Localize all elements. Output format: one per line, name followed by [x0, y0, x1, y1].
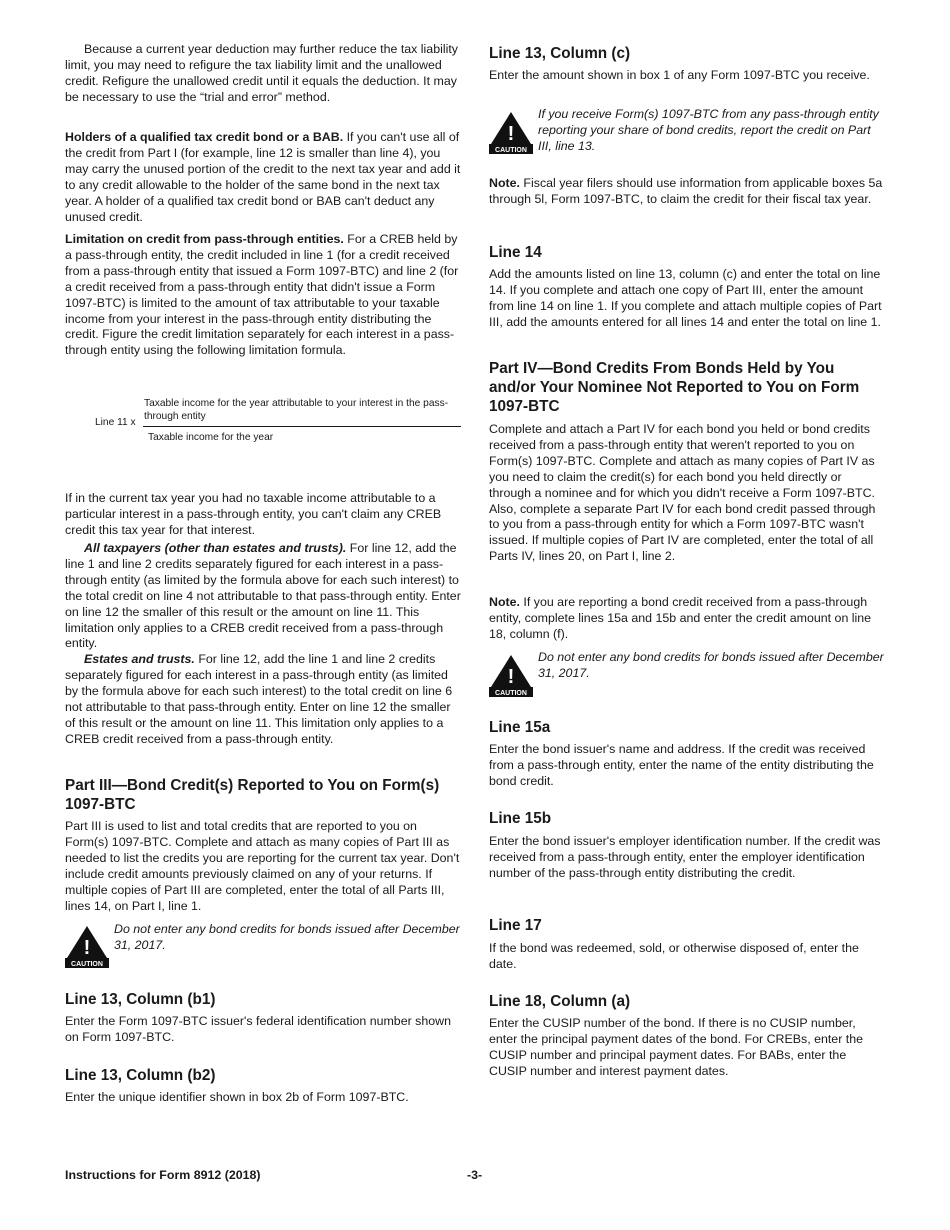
- line13c-note: [489, 176, 885, 208]
- line15a-body: Enter the bond issuer's name and address. If the credit was received from a pass-through entity, enter the name of the entity distributing the bond credit.: [489, 742, 874, 788]
- formula-fraction-line: [143, 426, 461, 427]
- limitation-body: For a CREB held by a pass-through entity, the credit included in line 1 (for a credit received from a pass-through entity that issued a Form 1097-BTC) and line 2 (for a credit received from a pass-through entity that didn't issue a Form 1097-BTC) is limited to the amount of tax attributable to your taxable income from your interest in the pass-through entity distributing the credit. Figure the credit limitation separately for each interest in a pass-through entity using the following limitation formula.: [65, 232, 459, 358]
- line14-body: Add the amounts listed on line 13, column (c) and enter the total on line 14. If you complete and attach one copy of Part III, enter the amount from line 14 on line 1. If you complete and attach multiple copies of Part III, add the amounts entered for all lines 14 and enter the total on line 1.: [489, 267, 882, 329]
- line15b-body: Enter the bond issuer's employer identification number. If the credit was received from a pass-through entity, enter the employer identification number of the pass-through entity distributing the credit.: [489, 834, 881, 880]
- caution-label: CAUTION: [495, 690, 527, 697]
- limitation-heading: Limitation on credit from pass-through entities.: [65, 232, 344, 246]
- caution-icon: [489, 653, 533, 697]
- holders-body: If you can't use all of the credit from Part I (for example, line 12 is smaller than line 4), you may carry the unused portion of the credit to the next tax year and add it to any credit allowable to the holder of the same bond in the next tax year. A holder of a qualified tax credit bond or BAB can't deduct any unused credit.: [65, 130, 461, 224]
- part3-body: Part III is used to list and total credits that are reported to you on Form(s) 1097-BTC. Complete and attach as many copies of Part III as needed to list the credits you are reporting for the current tax year. Don't include credit amounts previously claimed on any of your returns. If multiple copies of Part III are completed, enter the total of all Parts III, lines 14, on Part I, line 1.: [65, 819, 460, 913]
- line14-heading: Line 14: [489, 244, 542, 261]
- line13b1-body: Enter the Form 1097-BTC issuer's federal identification number shown on Form 1097-BTC.: [65, 1014, 451, 1044]
- line13b2-heading: Line 13, Column (b2): [65, 1067, 216, 1084]
- part3-heading: Part III—Bond Credit(s) Reported to You on Form(s) 1097-BTC: [65, 777, 440, 813]
- line13b2-body: Enter the unique identifier shown in box 2b of Form 1097-BTC.: [65, 1090, 409, 1104]
- caution-label: CAUTION: [71, 961, 103, 968]
- part4-heading: Part IV—Bond Credits From Bonds Held by You and/or Your Nominee Not Reported to You on Form 1097-BTC: [489, 360, 860, 415]
- note-body: If you are reporting a bond credit received from a pass-through entity, complete lines 15a and 15b and enter the credit amount on line 18, column (f).: [489, 595, 872, 641]
- line15b-heading: Line 15b: [489, 810, 552, 827]
- caution-exclamation: !: [507, 666, 515, 688]
- page-number: -3-: [467, 1168, 483, 1182]
- note-label: Note.: [489, 176, 520, 190]
- line13c-heading: Line 13, Column (c): [489, 45, 631, 62]
- caution-icon: [489, 110, 533, 154]
- note-label: Note.: [489, 595, 520, 609]
- line13b1-heading: Line 13, Column (b1): [65, 991, 216, 1008]
- note-body: Fiscal year filers should use information from applicable boxes 5a through 5l, Form 1097-BTC, to claim the credit for their fiscal tax year.: [489, 176, 883, 206]
- estates-paragraph: [65, 652, 461, 747]
- part4-caution-text: Do not enter any bond credits for bonds issued after December 31, 2017.: [538, 650, 884, 680]
- estates-heading: Estates and trusts.: [84, 652, 195, 666]
- part3-caution-text: Do not enter any bond credits for bonds issued after December 31, 2017.: [114, 922, 460, 952]
- limitation-formula: [65, 397, 461, 457]
- caution-label: CAUTION: [495, 147, 527, 154]
- line17-body: If the bond was redeemed, sold, or otherwise disposed of, enter the date.: [489, 941, 859, 971]
- holders-heading: Holders of a qualified tax credit bond or a BAB.: [65, 130, 344, 144]
- line15a-heading: Line 15a: [489, 719, 551, 736]
- caution-exclamation: !: [507, 123, 515, 145]
- part4-body: Complete and attach a Part IV for each bond you held or bond credits received from a pass-through entity that weren't reported to you on Form(s) 1097-BTC. Complete and attach as many copies of Part IV as you need to claim the credit(s) for each bond you held directly or through a nominee and for which you didn't receive a Form 1097-BTC. Also, complete a separate Part IV for each bond credit passed through to you from a pass-through entity for which a Form 1097-BTC wasn't issued. If multiple copies of Part IV are completed, enter the total of all Parts IV, lines 20, on Part I, line 2.: [489, 422, 876, 564]
- caution-exclamation: !: [83, 937, 91, 959]
- intro-paragraph: Because a current year deduction may further reduce the tax liability limit, you may need to refigure the tax liability limit and the unallowed credit. Refigure the unallowed credit until it equals the deduction. It may be necessary to use the “trial and error” method.: [65, 42, 458, 104]
- line13c-body: Enter the amount shown in box 1 of any Form 1097-BTC you receive.: [489, 68, 870, 82]
- formula-label: Line 11 x: [95, 417, 136, 428]
- line18a-body: Enter the CUSIP number of the bond. If there is no CUSIP number, enter the principal payment dates of the bond. For CREBs, enter the CUSIP number and principal payment dates. For BABs, enter the CUSIP number and interest payment dates.: [489, 1016, 863, 1078]
- line13c-caution-text: If you receive Form(s) 1097-BTC from any pass-through entity reporting your share of bond credits, report the credit on Part III, line 13.: [538, 107, 879, 153]
- caution-icon: [65, 924, 109, 968]
- all-taxpayers-paragraph: [65, 541, 461, 652]
- no-income-paragraph: If in the current tax year you had no taxable income attributable to a particular interest in a pass-through entity, you can't claim any CREB credit this tax year for that interest.: [65, 491, 442, 537]
- holders-paragraph: [65, 130, 461, 225]
- formula-denominator: Taxable income for the year: [148, 432, 274, 443]
- line18a-heading: Line 18, Column (a): [489, 993, 631, 1010]
- all-taxpayers-heading: All taxpayers (other than estates and trusts).: [84, 541, 347, 555]
- footer-title: Instructions for Form 8912 (2018): [65, 1168, 261, 1182]
- all-taxpayers-body: For line 12, add the line 1 and line 2 credits separately figured for each interest in a pass-through entity (as limited by the formula above for each such interest) to the total credit on line 4 not attributable to that pass-through entity. Enter on line 12 the smaller of this result or the amount on line 11. This limitation only applies to a CREB credit received from a pass-through entity.: [65, 541, 461, 651]
- estates-body: For line 12, add the line 1 and line 2 credits separately figured for each interest in a pass-through entity (as limited by the formula above for each such interest) to the total credit on line 6 not attributable to that pass-through entity. Enter on line 12 the smaller of this result or the amount on line 11. This limitation only applies to a CREB credit received from a pass-through entity.: [65, 652, 453, 746]
- limitation-paragraph: [65, 232, 461, 359]
- line17-heading: Line 17: [489, 917, 542, 934]
- part4-note: [489, 595, 885, 643]
- formula-numerator: Taxable income for the year attributable to your interest in the pass-through entity: [144, 398, 449, 422]
